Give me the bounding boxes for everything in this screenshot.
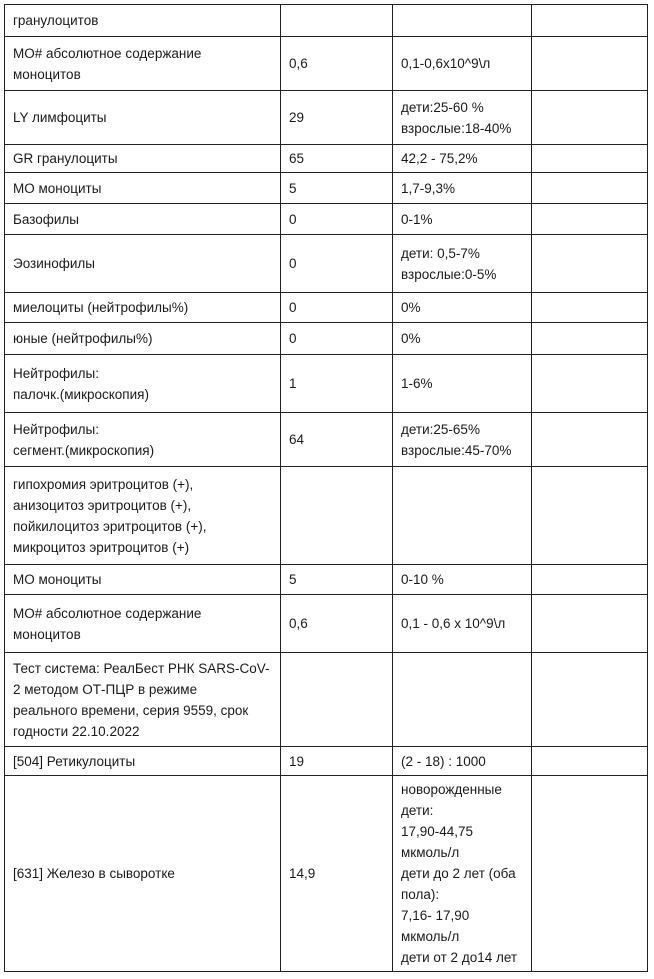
reference-range-cell [393,653,532,747]
notes-cell [532,145,648,173]
notes-cell [532,653,648,747]
reference-range-line: взрослые:0-5% [401,266,497,282]
reference-range-line: взрослые:18-40% [401,120,512,136]
table-row [5,91,648,145]
reference-range-cell [393,595,532,653]
reference-range-line: 0-10 % [401,572,444,587]
table-row [5,595,648,653]
test-name-cell [5,323,281,355]
result-value: 0 [289,211,297,227]
test-name-line: Нейтрофилы: [13,365,99,381]
test-name-line: годности 22.10.2022 [13,723,140,739]
reference-range-line: (2 - 18) : 1000 [401,753,486,769]
reference-range-line: мкмоль/л [401,929,460,944]
result-value: 14,9 [289,866,316,881]
table-row [5,747,648,776]
test-name-line: [504] Ретикулоциты [13,753,136,769]
table-row [5,235,648,293]
result-value-cell [281,235,393,293]
test-name-cell [5,355,281,413]
result-value: 5 [289,180,297,196]
table-row [5,145,648,173]
test-name-cell [5,145,281,173]
table-row [5,467,648,565]
test-name-line: MO моноциты [13,180,102,196]
test-name-line: миелоциты (нейтрофилы%) [13,300,189,315]
test-name-line: GR гранулоциты [13,151,118,166]
test-name-cell [5,293,281,323]
table-row [5,37,648,91]
reference-range-cell [393,235,532,293]
reference-range-line: дети от 2 до14 лет [401,950,518,965]
notes-cell [532,323,648,355]
reference-range-line: 0,1 - 0,6 x 10^9\л [401,616,506,631]
reference-range-line: новорожденные [401,782,502,797]
test-name-line: Базофилы [13,211,79,227]
result-value-cell [281,293,393,323]
notes-cell [532,235,648,293]
test-name-line: MO# абсолютное содержание [13,45,202,61]
reference-range-cell [393,204,532,235]
table-row [5,776,648,972]
test-name-line: моноцитов [13,66,81,82]
reference-range-line: дети:25-65% [401,421,480,437]
result-value-cell [281,747,393,776]
test-name-line: Нейтрофилы: [13,421,99,437]
test-name-line: моноцитов [13,626,81,642]
reference-range-cell [393,37,532,91]
test-name-cell [5,5,281,37]
result-value-cell [281,467,393,565]
test-name-line: MO моноциты [13,572,102,587]
test-name-line: [631] Железо в сыворотке [13,866,175,881]
test-name-cell [5,173,281,204]
notes-cell [532,293,648,323]
reference-range-line: 42,2 - 75,2% [401,151,478,166]
table-row [5,204,648,235]
result-value-cell [281,5,393,37]
result-value: 65 [289,151,305,166]
reference-range-line: 0-1% [401,211,433,227]
notes-cell [532,37,648,91]
lab-results-table [4,4,648,972]
result-value-cell [281,204,393,235]
result-value-cell [281,37,393,91]
reference-range-line: дети: 0,5-7% [401,245,480,261]
reference-range-cell [393,323,532,355]
reference-range-line: 0,1-0,6x10^9\л [401,56,491,71]
reference-range-cell [393,776,532,972]
result-value-cell [281,595,393,653]
result-value-cell [281,323,393,355]
test-name-cell [5,653,281,747]
notes-cell [532,467,648,565]
notes-cell [532,5,648,37]
table-row [5,5,648,37]
reference-range-cell [393,173,532,204]
result-value-cell [281,413,393,467]
notes-cell [532,355,648,413]
result-value: 29 [289,110,305,125]
table-row [5,355,648,413]
result-value: 19 [289,753,305,769]
test-name-cell [5,37,281,91]
result-value-cell [281,173,393,204]
table-row [5,653,648,747]
reference-range-cell [393,355,532,413]
result-value: 1 [289,376,297,391]
notes-cell [532,204,648,235]
test-name-cell [5,565,281,595]
test-name-line: Эозинофилы [13,256,95,271]
reference-range-cell [393,467,532,565]
test-name-line: сегмент.(микроскопия) [13,442,155,458]
reference-range-line: 0% [401,300,421,315]
test-name-line: пойкилоцитоз эритроцитов (+), [13,518,207,534]
reference-range-line: 7,16- 17,90 [401,908,470,923]
reference-range-line: пола): [401,887,440,902]
test-name-cell [5,91,281,145]
test-name-cell [5,467,281,565]
test-name-line: микроцитоз эритроцитов (+) [13,539,190,555]
result-value: 64 [289,432,305,447]
notes-cell [532,565,648,595]
reference-range-line: 17,90-44,75 [401,824,474,839]
notes-cell [532,413,648,467]
table-row [5,323,648,355]
test-name-line: палочк.(микроскопия) [13,386,149,402]
reference-range-cell [393,91,532,145]
table-row [5,565,648,595]
test-name-line: анизоцитоз эритроцитов (+), [13,497,192,513]
notes-cell [532,173,648,204]
reference-range-cell [393,747,532,776]
notes-cell [532,91,648,145]
result-value-cell [281,91,393,145]
notes-cell [532,595,648,653]
test-name-line: MO# абсолютное содержание [13,605,202,621]
reference-range-line: взрослые:45-70% [401,442,512,458]
reference-range-cell [393,293,532,323]
reference-range-line: дети до 2 лет (оба [401,866,516,881]
result-value-cell [281,653,393,747]
reference-range-line: 0% [401,331,421,346]
table-row [5,293,648,323]
result-value: 0 [289,256,297,271]
test-name-line: Тест система: РеалБест РНК SARS-CoV- [13,660,270,676]
reference-range-cell [393,565,532,595]
result-value: 0 [289,331,297,346]
test-name-line: гипохромия эритроцитов (+), [13,476,194,492]
result-value: 5 [289,572,297,587]
notes-cell [532,747,648,776]
reference-range-cell [393,5,532,37]
test-name-line: 2 методом ОТ-ПЦР в режиме [13,681,198,697]
result-value: 0 [289,300,297,315]
test-name-cell [5,413,281,467]
reference-range-line: дети:25-60 % [401,99,484,115]
test-name-cell [5,747,281,776]
result-value-cell [281,355,393,413]
reference-range-line: 1-6% [401,376,433,391]
test-name-line: LY лимфоциты [13,110,107,125]
table-row [5,413,648,467]
result-value-cell [281,565,393,595]
table-row [5,173,648,204]
reference-range-line: 1,7-9,3% [401,180,456,196]
test-name-cell [5,204,281,235]
result-value-cell [281,145,393,173]
test-name-line: гранулоцитов [13,13,99,28]
reference-range-line: мкмоль/л [401,845,460,860]
result-value: 0,6 [289,616,308,631]
result-value-cell [281,776,393,972]
reference-range-line: дети: [401,803,434,818]
result-value: 0,6 [289,56,308,71]
test-name-line: юные (нейтрофилы%) [13,331,153,346]
test-name-line: реального времени, серия 9559, срок [13,702,249,718]
test-name-cell [5,235,281,293]
test-name-cell [5,595,281,653]
reference-range-cell [393,145,532,173]
reference-range-cell [393,413,532,467]
test-name-cell [5,776,281,972]
notes-cell [532,776,648,972]
